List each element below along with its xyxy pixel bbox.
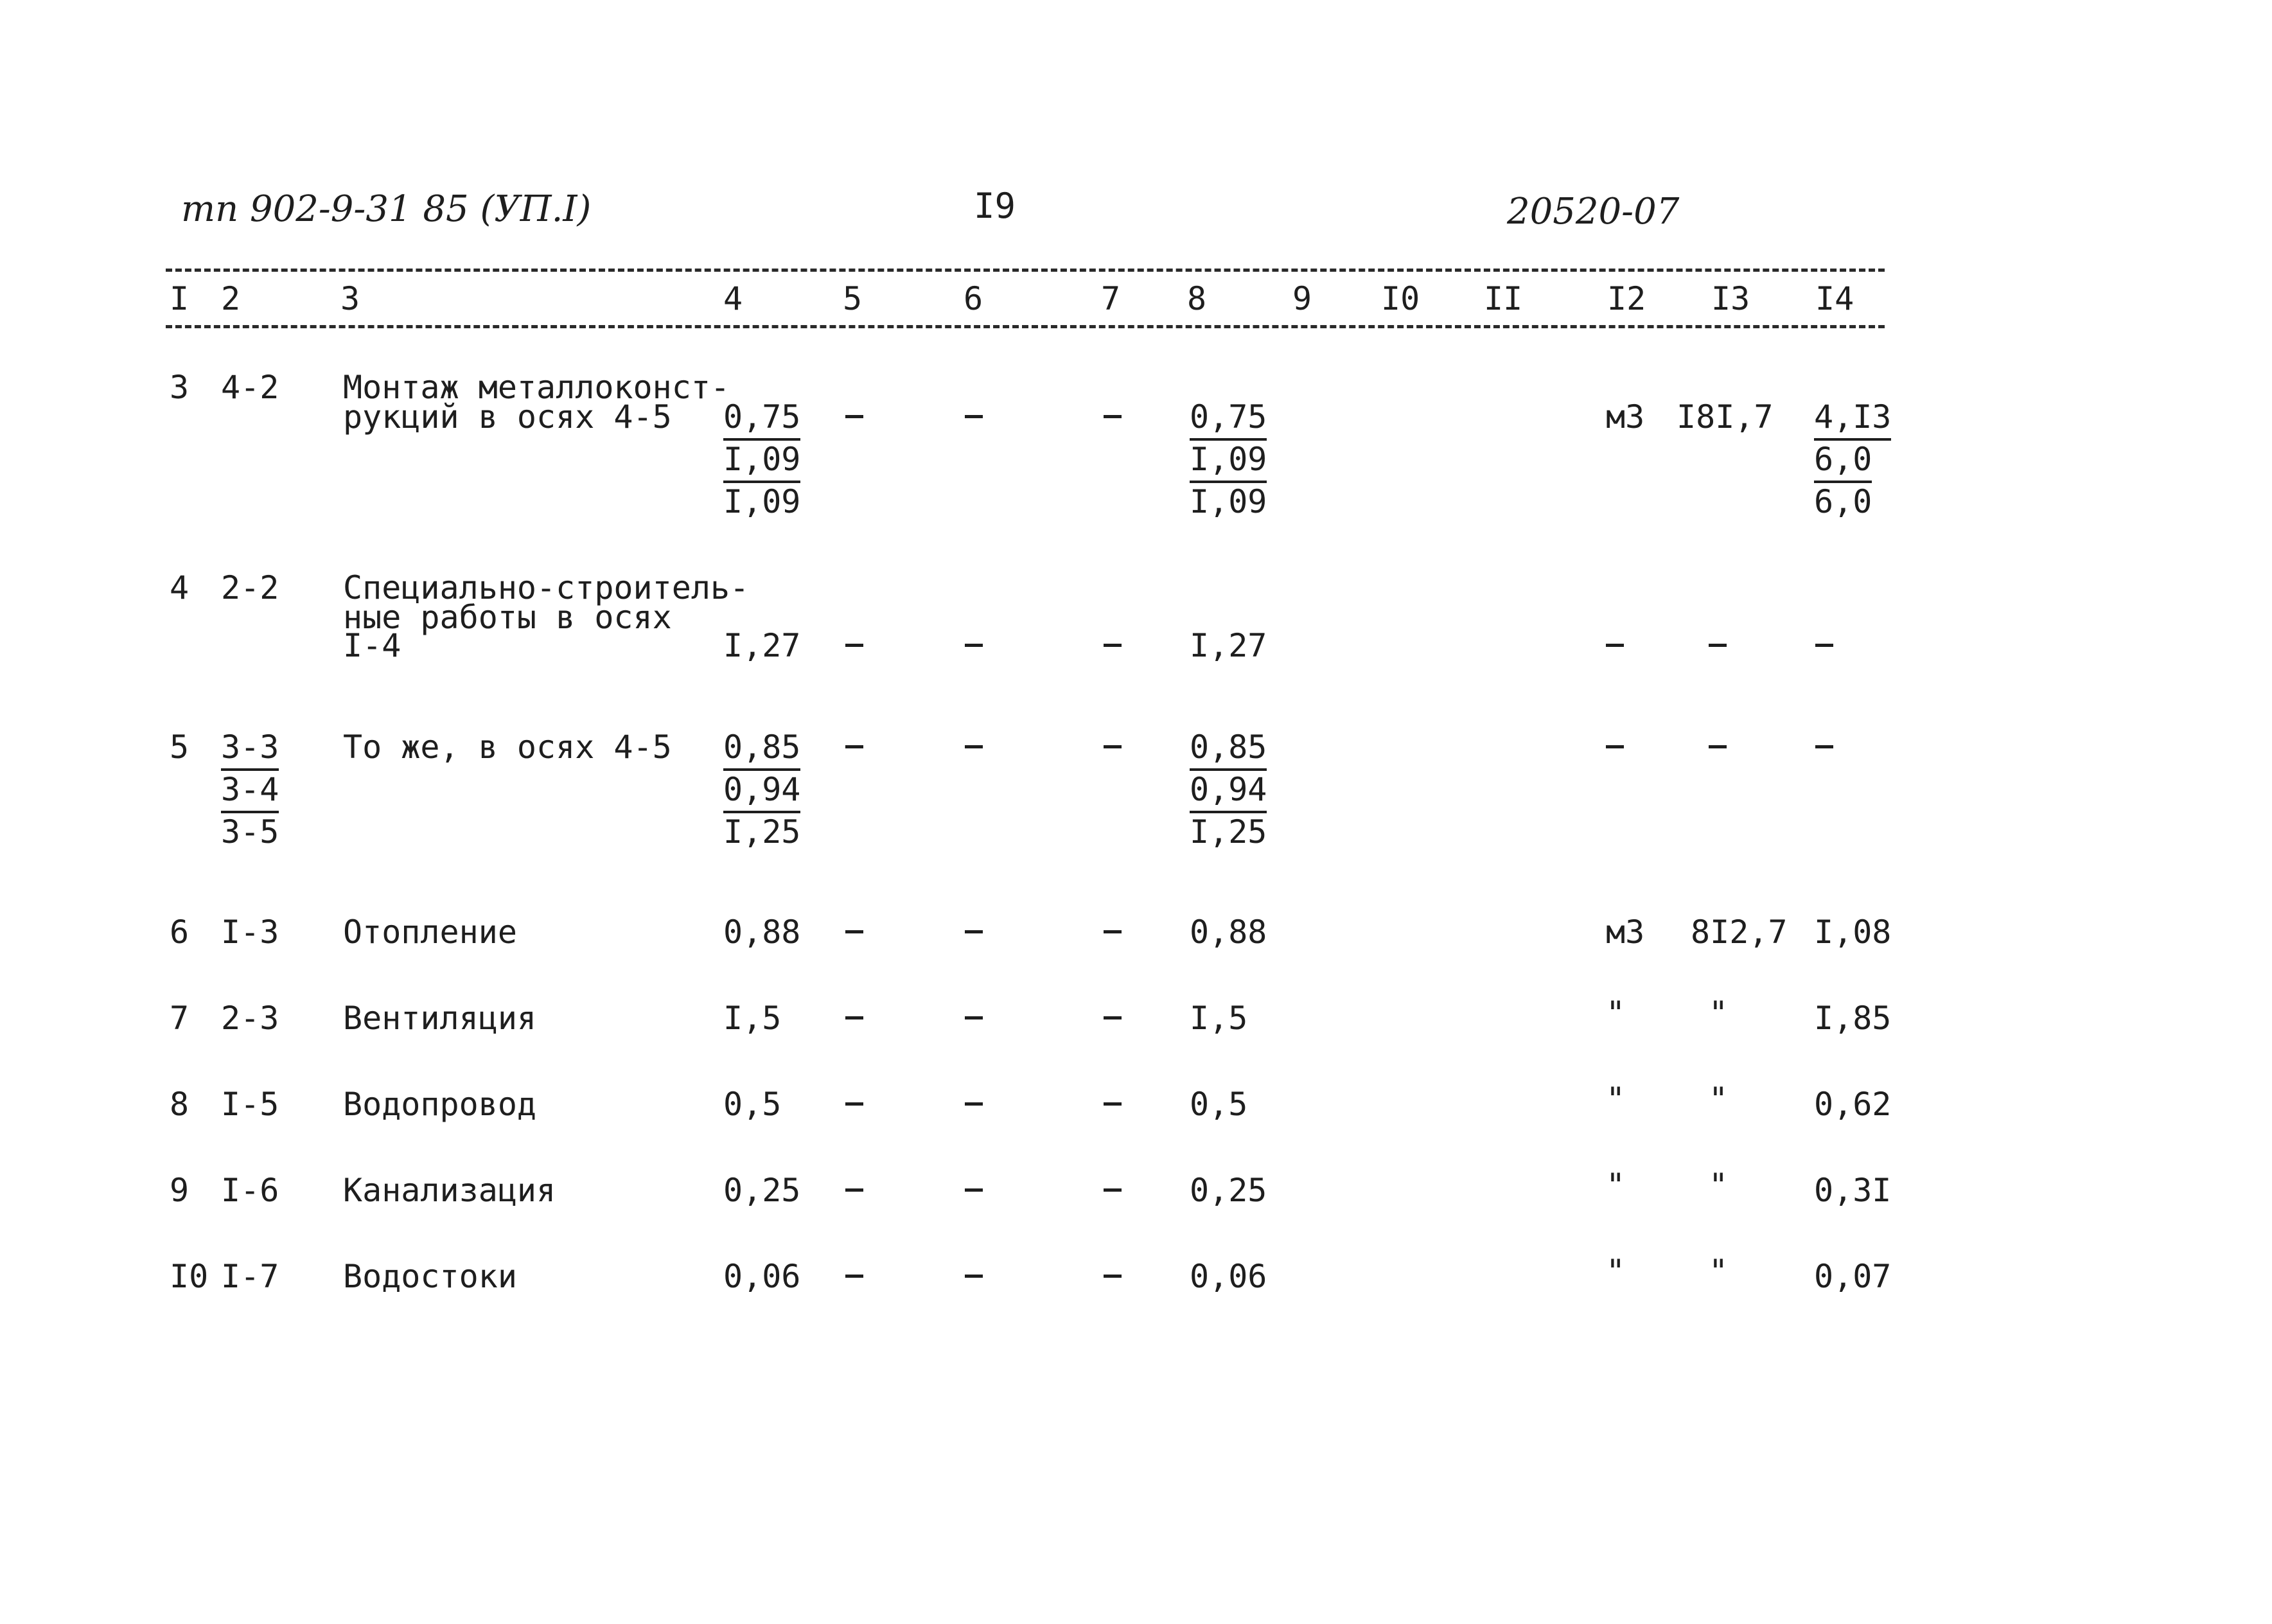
dash-mark bbox=[845, 930, 863, 933]
work-name: I-4 bbox=[343, 627, 401, 664]
ditto-mark: " bbox=[1709, 1253, 1729, 1290]
row-code: 3-3 bbox=[221, 728, 279, 771]
cell-value: I,25 bbox=[723, 813, 801, 851]
work-name: Специально-строитель- bbox=[343, 569, 750, 606]
row-number: 9 bbox=[170, 1172, 189, 1209]
dash-mark bbox=[845, 644, 863, 647]
dash-mark bbox=[1815, 745, 1833, 748]
page-number: I9 bbox=[974, 186, 1016, 226]
ditto-mark: " bbox=[1606, 1167, 1626, 1204]
column-header: 4 bbox=[723, 280, 743, 317]
cell-value: I,09 bbox=[723, 441, 800, 483]
dash-mark bbox=[1104, 415, 1122, 418]
row-number: 4 bbox=[170, 569, 189, 606]
row-code: 4-2 bbox=[221, 369, 279, 406]
cell-value: 8I2,7 bbox=[1691, 914, 1788, 951]
column-header: I2 bbox=[1607, 280, 1646, 317]
ditto-mark: " bbox=[1606, 1253, 1626, 1290]
dash-mark bbox=[845, 1016, 863, 1019]
cell-value: I,5 bbox=[1190, 1000, 1248, 1037]
cell-value: 0,88 bbox=[723, 914, 801, 951]
cell-value: I,09 bbox=[1190, 441, 1267, 483]
dash-mark bbox=[965, 1275, 983, 1278]
dash-mark bbox=[965, 415, 983, 418]
column-header: I bbox=[170, 280, 189, 317]
row-code: I-6 bbox=[221, 1172, 279, 1209]
dash-mark bbox=[1104, 745, 1122, 748]
dash-mark bbox=[1104, 1275, 1122, 1278]
row-code: 3-4 bbox=[221, 771, 279, 813]
dash-mark bbox=[965, 930, 983, 933]
header-top-rule bbox=[166, 269, 1885, 272]
dash-mark bbox=[1606, 644, 1624, 647]
header-bottom-rule bbox=[166, 325, 1885, 328]
dash-mark bbox=[1104, 1016, 1122, 1019]
cell-value: I,08 bbox=[1814, 914, 1892, 951]
row-code: 2-2 bbox=[221, 569, 279, 606]
column-header: 9 bbox=[1292, 280, 1312, 317]
dash-mark bbox=[845, 1188, 863, 1192]
column-header: I3 bbox=[1711, 280, 1750, 317]
cell-value: I8I,7 bbox=[1677, 398, 1774, 436]
cell-value: 0,5 bbox=[723, 1086, 782, 1123]
cell-value: I,5 bbox=[723, 1000, 782, 1037]
column-header: 6 bbox=[964, 280, 983, 317]
ditto-mark: " bbox=[1709, 994, 1729, 1032]
row-number: 7 bbox=[170, 1000, 189, 1037]
cell-value: 6,0 bbox=[1814, 483, 1872, 520]
cell-value: 6,0 bbox=[1814, 441, 1872, 483]
dash-mark bbox=[845, 1275, 863, 1278]
work-name: ные работы в осях bbox=[343, 599, 672, 636]
dash-mark bbox=[965, 745, 983, 748]
dash-mark bbox=[1606, 745, 1624, 748]
column-header: 2 bbox=[221, 280, 241, 317]
work-name: рукций в осях 4-5 bbox=[343, 398, 672, 436]
cell-value: 0,3I bbox=[1814, 1172, 1892, 1209]
cell-value: 0,25 bbox=[1190, 1172, 1267, 1209]
dash-mark bbox=[965, 1188, 983, 1192]
dash-mark bbox=[1709, 644, 1727, 647]
cell-value: 4,I3 bbox=[1814, 398, 1891, 441]
dash-mark bbox=[845, 415, 863, 418]
column-header: I0 bbox=[1381, 280, 1420, 317]
dash-mark bbox=[1104, 1188, 1122, 1192]
cell-value: I,85 bbox=[1814, 1000, 1892, 1037]
cell-value: 0,88 bbox=[1190, 914, 1267, 951]
cell-value: 0,62 bbox=[1814, 1086, 1892, 1123]
ditto-mark: " bbox=[1606, 1081, 1626, 1118]
cell-value: 0,06 bbox=[1190, 1258, 1267, 1295]
row-number: I0 bbox=[170, 1258, 209, 1295]
dash-mark bbox=[1104, 930, 1122, 933]
dash-mark bbox=[1709, 745, 1727, 748]
ditto-mark: " bbox=[1709, 1167, 1729, 1204]
cell-value: 0,07 bbox=[1814, 1258, 1892, 1295]
work-name: Водопровод bbox=[343, 1086, 537, 1123]
dash-mark bbox=[845, 745, 863, 748]
work-name: То же, в осях 4-5 bbox=[343, 728, 672, 766]
unit: м3 bbox=[1606, 914, 1645, 951]
cell-value: 0,75 bbox=[1190, 398, 1267, 441]
work-name: Канализация bbox=[343, 1172, 556, 1209]
column-header: 7 bbox=[1101, 280, 1121, 317]
column-header: 5 bbox=[843, 280, 863, 317]
cell-value: 0,94 bbox=[723, 771, 800, 813]
row-number: 5 bbox=[170, 728, 189, 766]
row-number: 6 bbox=[170, 914, 189, 951]
dash-mark bbox=[1815, 644, 1833, 647]
cell-value: 0,25 bbox=[723, 1172, 801, 1209]
row-number: 8 bbox=[170, 1086, 189, 1123]
work-name: Отопление bbox=[343, 914, 517, 951]
row-number: 3 bbox=[170, 369, 189, 406]
row-code: 3-5 bbox=[221, 813, 279, 851]
cell-value: I,27 bbox=[1190, 627, 1267, 664]
cell-value: 0,85 bbox=[723, 728, 800, 771]
column-header: 3 bbox=[340, 280, 360, 317]
row-code: 2-3 bbox=[221, 1000, 279, 1037]
dash-mark bbox=[965, 1102, 983, 1106]
cell-value: 0,06 bbox=[723, 1258, 801, 1295]
dash-mark bbox=[1104, 1102, 1122, 1106]
dash-mark bbox=[845, 1102, 863, 1106]
unit: м3 bbox=[1606, 398, 1645, 436]
row-code: I-3 bbox=[221, 914, 279, 951]
dash-mark bbox=[965, 644, 983, 647]
column-header: II bbox=[1484, 280, 1523, 317]
dash-mark bbox=[1104, 644, 1122, 647]
cell-value: I,09 bbox=[723, 483, 801, 520]
work-name: Водостоки bbox=[343, 1258, 517, 1295]
ditto-mark: " bbox=[1606, 994, 1626, 1032]
cell-value: 0,5 bbox=[1190, 1086, 1248, 1123]
cell-value: I,09 bbox=[1190, 483, 1267, 520]
work-name: Вентиляция bbox=[343, 1000, 537, 1037]
row-code: I-5 bbox=[221, 1086, 279, 1123]
ditto-mark: " bbox=[1709, 1081, 1729, 1118]
dash-mark bbox=[965, 1016, 983, 1019]
column-header: I4 bbox=[1815, 280, 1854, 317]
cell-value: I,25 bbox=[1190, 813, 1267, 851]
document-code: тп 902-9-31 85 (УП.I) bbox=[181, 188, 592, 230]
cell-value: 0,85 bbox=[1190, 728, 1267, 771]
cell-value: 0,94 bbox=[1190, 771, 1267, 813]
row-code: I-7 bbox=[221, 1258, 279, 1295]
column-header: 8 bbox=[1187, 280, 1207, 317]
cell-value: 0,75 bbox=[723, 398, 800, 441]
work-name: Монтаж металлоконст- bbox=[343, 369, 730, 406]
sheet-code: 20520-07 bbox=[1507, 191, 1680, 233]
cell-value: I,27 bbox=[723, 627, 801, 664]
